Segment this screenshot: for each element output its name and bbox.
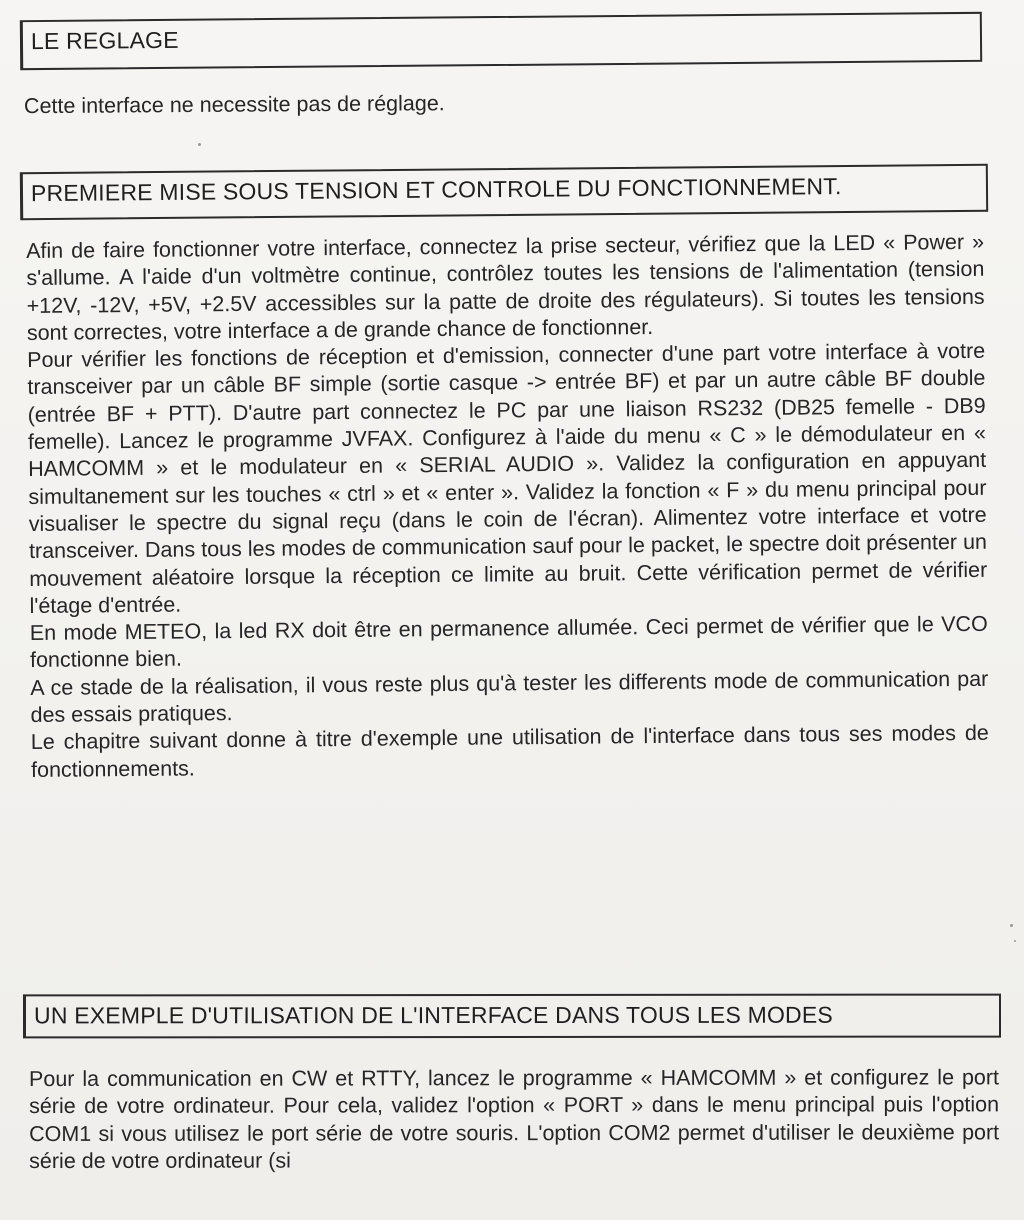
section-heading-reglage <box>20 12 982 70</box>
paragraph: Pour la communication en CW et RTTY, lancez le programme « HAMCOMM » et configurez le port série de votre ordinateur. Pour cela, validez l'option « PORT » dans le menu principal puis l'option COM1 si vous utilisez le port série de votre souris. L'option COM2 permet d'utiliser le deuxième port série de votre ordinateur (si <box>29 1065 1000 1173</box>
section-heading-exemple <box>23 994 1001 1039</box>
section-heading-text: PREMIERE MISE SOUS TENSION ET CONTROLE DU FONCTIONNEMENT. <box>30 173 842 207</box>
scan-speck <box>1010 924 1013 927</box>
scan-speck <box>198 143 201 146</box>
section-body-exemple <box>29 1064 999 1175</box>
paragraph: Le chapitre suivant donne à titre d'exemple une utilisation de l'interface dans tous ses modes de fonctionnements. <box>30 721 989 782</box>
section-heading-text: UN EXEMPLE D'UTILISATION DE L'INTERFACE DANS TOUS LES MODES <box>33 1001 833 1029</box>
paragraph: A ce stade de la réalisation, il vous reste plus qu'à tester les differents mode de communication par des essais pratiques. <box>30 666 989 728</box>
paragraph: Afin de faire fonctionner votre interface, connectez la prise secteur, vérifiez que la LED « Power » s'allume. A l'aide d'un voltmètre continue, contrôlez toutes les tensions de l'alimentation (tension +12V, -12V, +5V, +2.5V accessibles sur la patte de droite des régulateurs). Si toutes les tensions sont correctes, votre interface a de grande chance de fonctionner. <box>26 229 985 345</box>
section-body-reglage <box>24 87 924 121</box>
section-body-mise-sous-tension <box>26 229 989 784</box>
section-heading-mise-sous-tension <box>20 164 988 220</box>
paragraph: Cette interface ne necessite pas de réglage. <box>23 91 445 119</box>
scan-speck <box>1014 940 1016 942</box>
paragraph: Pour vérifier les fonctions de réception et d'emission, connecter d'une part votre interface à votre transceiver par un câble BF simple (sortie casque -> entrée BF) et par un autre câble BF double (entrée BF + PTT). D'autre part connectez le PC par une liaison RS232 (DB25 femelle - DB9 femelle). Lancez le programme JVFAX. Configurez à l'aide du menu « C » le démodulateur en « HAMCOMM » et le modulateur en « SERIAL AUDIO ». Validez la configuration en appuyant simultanement sur les touches « ctrl » et « enter ». Validez la fonction « F » du menu principal pour visualiser le spectre du signal reçu (dans le coin de l'écran). Alimentez votre interface et votre transceiver. Dans tous les modes de communication sauf pour le packet, le spectre doit présenter un mouvement aléatoire lorsque la réception ce limite au bruit. Cette vérification permet de vérifier l'étage d'entrée. <box>27 338 988 618</box>
section-heading-text: LE REGLAGE <box>30 26 179 55</box>
paragraph: En mode METEO, la led RX doit être en permanence allumée. Ceci permet de vérifier que le VCO fonctionne bien. <box>29 611 988 673</box>
